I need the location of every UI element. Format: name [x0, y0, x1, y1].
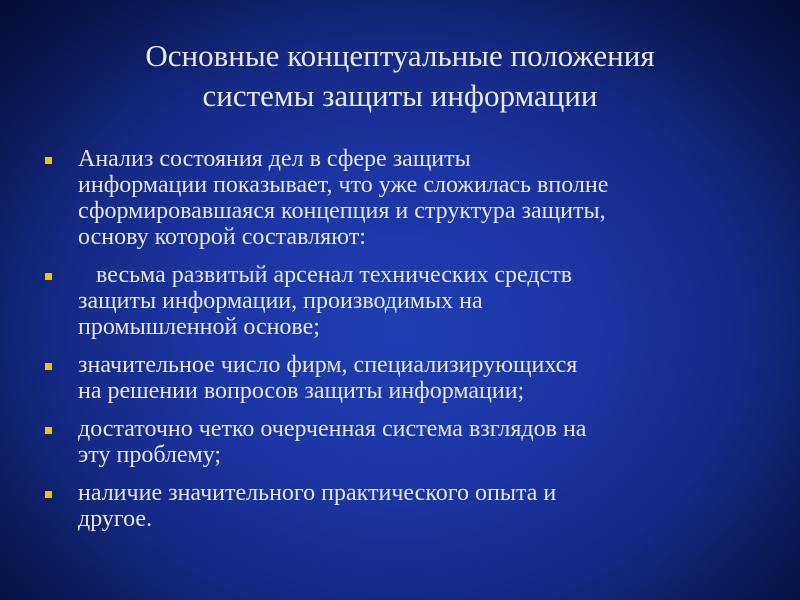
- bullet-text-line: Анализ состояния дел в сфере защиты: [78, 146, 471, 172]
- bullet-item-4: [40, 416, 780, 468]
- bullet-text-line: информации показывает, что уже сложилась вполне: [78, 172, 609, 198]
- slide-title: [60, 36, 740, 116]
- bullet-text-line: значительное число фирм, специализирующихся: [78, 352, 578, 378]
- square-bullet-icon: [45, 363, 52, 370]
- bullet-text-line: сформировавшаяся концепция и структура защиты,: [78, 198, 606, 224]
- bullet-text-line: другое.: [78, 506, 153, 532]
- bullet-text-line: эту проблему;: [78, 442, 222, 468]
- bullet-text-line: наличие значительного практического опыта и: [78, 480, 557, 506]
- bullet-list: [40, 146, 780, 544]
- square-bullet-icon: [45, 273, 52, 280]
- bullet-text-line: достаточно четко очерченная система взглядов на: [78, 416, 587, 442]
- bullet-item-5: [40, 480, 780, 532]
- bullet-item-2: [40, 262, 780, 340]
- bullet-text-line: основу которой составляют:: [78, 224, 366, 250]
- bullet-text-line: защиты информации, производимых на: [78, 288, 483, 314]
- slide-title-line-2: системы защиты информации: [202, 78, 598, 113]
- bullet-item-1: [40, 146, 780, 250]
- bullet-item-3: [40, 352, 780, 404]
- slide-title-line-1: Основные концептуальные положения: [145, 38, 655, 73]
- bullet-text-line: на решении вопросов защиты информации;: [78, 378, 525, 404]
- bullet-text-line: весьма развитый арсенал технических средств: [78, 262, 573, 288]
- bullet-text-line: промышленной основе;: [78, 314, 320, 340]
- square-bullet-icon: [45, 157, 52, 164]
- square-bullet-icon: [45, 427, 52, 434]
- square-bullet-icon: [45, 491, 52, 498]
